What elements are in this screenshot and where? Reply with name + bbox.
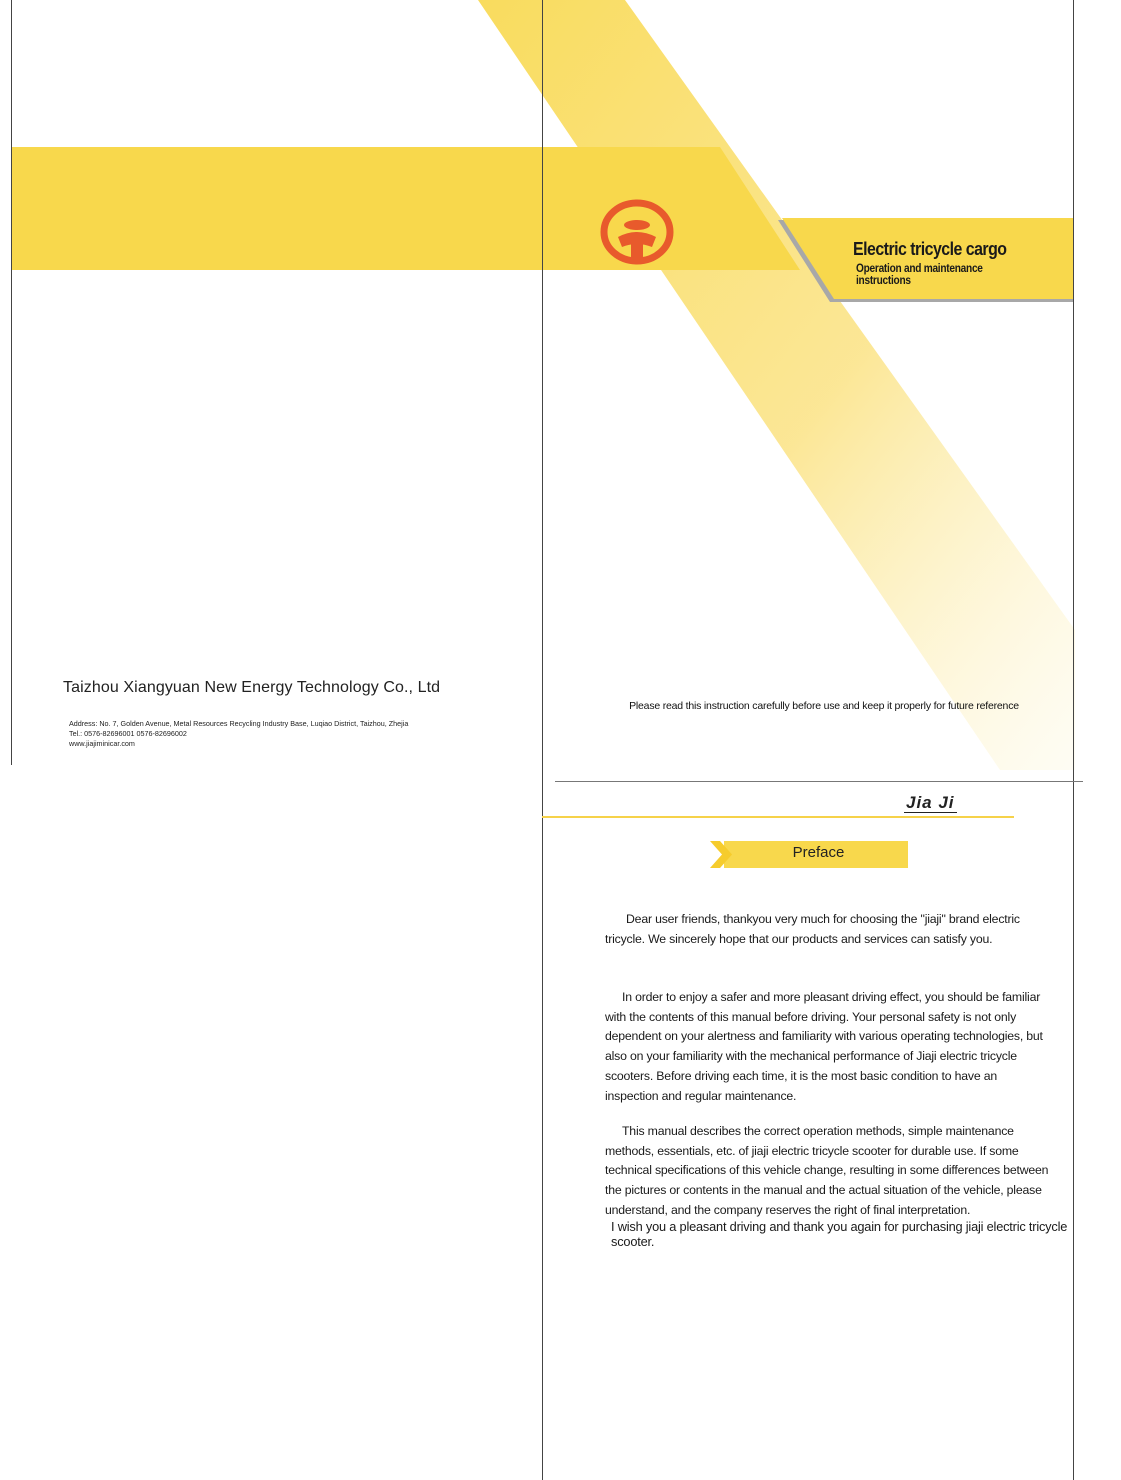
right-page-border	[1073, 0, 1074, 1480]
preface-paragraph-3: This manual describes the correct operation methods, simple maintenance methods, essentials, etc. of jiaji electric tricycle scooter for durable use. If some technical specifications of this vehicle change, resulting in some differences between the pictures or contents in the manual and the actual situation of the vehicle, please understand, and the company reserves the right of final interpretation.	[605, 1124, 1049, 1217]
preface-paragraph-4: I wish you a pleasant driving and thank you again for purchasing jiaji electric tricycle scooter.	[611, 1219, 1068, 1249]
cover-subtitle	[856, 263, 983, 287]
preface-paragraph-1: Dear user friends, thankyou very much for choosing the "jiaji" brand electric tricycle. We sincerely hope that our products and services can satisfy you.	[605, 912, 1020, 946]
brand-logo: Jia Ji	[906, 793, 955, 812]
company-contact	[69, 719, 408, 749]
page-separator	[555, 781, 1083, 782]
company-website: www.jiajiminicar.com	[69, 739, 135, 748]
preface-title: Preface	[792, 844, 845, 861]
cover-subtitle-line2: instructions	[856, 275, 911, 287]
header-rule	[542, 816, 1014, 818]
cover-title: Electric tricycle cargo	[853, 238, 1007, 259]
left-page-border	[11, 0, 12, 765]
company-address: Address: No. 7, Golden Avenue, Metal Resources Recycling Industry Base, Luqiao District, Taizhou, Zhejia	[69, 719, 409, 728]
steering-wheel-icon	[598, 197, 676, 267]
company-tel: Tel.: 0576-82696001 0576-82696002	[69, 729, 187, 738]
read-instruction-note: Please read this instruction carefully before use and keep it properly for future reference	[629, 700, 1019, 712]
diagonal-band	[478, 0, 1075, 770]
cover-subtitle-line1: Operation and maintenance	[856, 263, 983, 275]
horizontal-band	[11, 147, 800, 270]
preface-paragraph-2: In order to enjoy a safer and more pleasant driving effect, you should be familiar with the contents of this manual before driving. Your personal safety is not only dependent on your alertness and familiarity with various operating technologies, but also on your familiarity with the mechanical performance of Jiaji electric tricycle scooters. Before driving each time, it is the most basic condition to have an inspection and regular maintenance.	[605, 990, 1043, 1103]
company-name: Taizhou Xiangyuan New Energy Technology Co., Ltd	[63, 679, 441, 696]
center-fold-line	[542, 0, 543, 1480]
